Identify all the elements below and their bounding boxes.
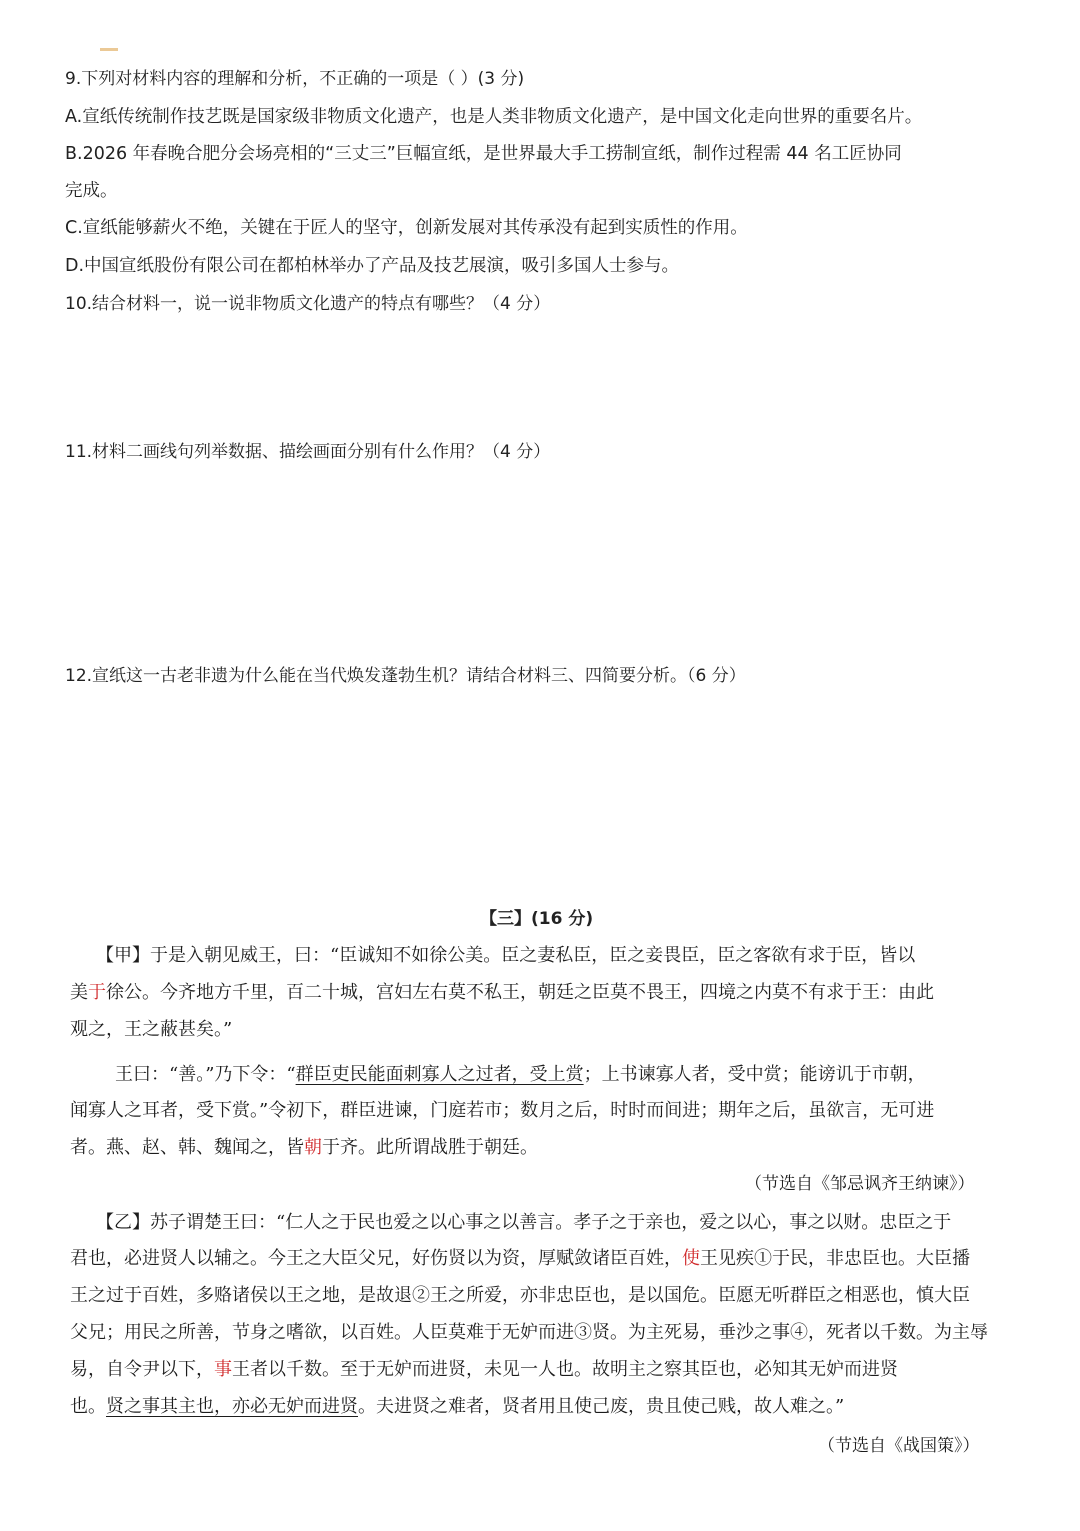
question-9-option-b: B.2026 年春晚合肥分会场亮相的“三丈三”巨幅宣纸，是世界最大手工捞制宣纸，制作过程需 44 名工匠协同 [65, 144, 902, 164]
question-9-stem: 9.下列对材料内容的理解和分析，不正确的一项是（ ）(3 分) [65, 69, 525, 89]
jia-highlight-chao: 朝 [304, 1137, 322, 1158]
jia-paragraph-1-line-1: 【甲】于是入朝见威王，曰：“臣诚知不如徐公美。臣之妻私臣，臣之妾畏臣，臣之客欲有求于臣，皆以 [96, 945, 916, 966]
jia-text-segment: ；上书谏寡人者，受中赏；能谤讥于市朝， [583, 1064, 926, 1085]
section-heading: 【三】(16 分) [480, 909, 594, 929]
question-9-option-d: D.中国宣纸股份有限公司在都柏林举办了产品及技艺展演，吸引多国人士参与。 [65, 256, 680, 276]
question-9-option-b-cont: 完成。 [65, 181, 118, 201]
question-10: 10.结合材料一，说一说非物质文化遗产的特点有哪些？（4 分） [65, 294, 551, 314]
yi-underlined-sentence: 贤之事其主也，亦必无妒而进贤 [106, 1396, 358, 1417]
yi-line-1: 【乙】苏子谓楚王曰：“仁人之于民也爱之以心事之以善言。孝子之于亲也，爱之以心，事之以财。忠臣之于 [96, 1212, 952, 1233]
question-11: 11.材料二画线句列举数据、描绘画面分别有什么作用？（4 分） [65, 442, 551, 462]
yi-highlight-shi: 使 [682, 1248, 700, 1269]
yi-line-2 [70, 1250, 970, 1268]
jia-paragraph-2-line-3 [70, 1139, 538, 1157]
jia-text-segment: 于齐。此所谓战胜于朝廷。 [322, 1137, 538, 1158]
yi-source: （节选自《战国策》） [818, 1436, 980, 1456]
jia-highlight-yu: 于 [88, 982, 106, 1003]
corner-ink-mark [100, 48, 118, 51]
jia-paragraph-2-line-2: 闻寡人之耳者，受下赏。”令初下，群臣进谏，门庭若市；数月之后，时时而间进；期年之后，虽欲言，无可进 [70, 1100, 935, 1121]
yi-text-segment: 君也，必进贤人以辅之。今王之大臣父兄，好伤贤以为资，厚赋敛诸臣百姓， [70, 1248, 682, 1269]
yi-text-segment: 易，自令尹以下， [70, 1359, 214, 1380]
question-12: 12.宣纸这一古老非遗为什么能在当代焕发蓬勃生机？请结合材料三、四简要分析。（6 分） [65, 666, 746, 686]
yi-highlight-shi-2: 事 [214, 1359, 232, 1380]
jia-text-segment: 美 [70, 982, 88, 1003]
yi-line-5 [70, 1361, 898, 1379]
yi-text-segment: 也。 [70, 1396, 106, 1417]
jia-text-segment: 徐公。今齐地方千里，百二十城，宫妇左右莫不私王，朝廷之臣莫不畏王，四境之内莫不有求于王：由此 [106, 982, 934, 1003]
jia-paragraph-2-line-1 [115, 1066, 926, 1084]
yi-text-segment: 王见疾①于民，非忠臣也。大臣播 [700, 1248, 970, 1269]
yi-text-segment: 王者以千数。至于无妒而进贤，未见一人也。故明主之察其臣也，必知其无妒而进贤 [232, 1359, 898, 1380]
yi-line-6 [70, 1398, 844, 1416]
yi-line-3: 王之过于百姓，多赂诸侯以王之地，是故退②王之所爱，亦非忠臣也，是以国危。臣愿无听群臣之相恶也，慎大臣 [70, 1285, 970, 1306]
jia-underlined-sentence: 群臣吏民能面刺寡人之过者，受上赏 [295, 1064, 584, 1085]
jia-text-segment: 王曰：“善。”乃下令：“ [115, 1064, 296, 1085]
jia-paragraph-1-line-3: 观之，王之蔽甚矣。” [70, 1019, 233, 1040]
yi-text-segment: 。夫进贤之难者，贤者用且使己废，贵且使己贱，故人难之。” [358, 1396, 845, 1417]
jia-paragraph-1-line-2 [70, 984, 934, 1002]
question-9-option-a: A.宣纸传统制作技艺既是国家级非物质文化遗产，也是人类非物质文化遗产，是中国文化走向世界的重要名片。 [65, 107, 923, 127]
question-9-option-c: C.宣纸能够薪火不绝，关键在于匠人的坚守，创新发展对其传承没有起到实质性的作用。 [65, 218, 748, 238]
yi-line-4: 父兄；用民之所善，节身之嗜欲，以百姓。人臣莫难于无妒而进③贤。为主死易，垂沙之事④，死者以千数。为主辱 [70, 1322, 988, 1343]
jia-source: （节选自《邹忌讽齐王纳谏》） [745, 1174, 975, 1194]
jia-text-segment: 者。燕、赵、韩、魏闻之，皆 [70, 1137, 304, 1158]
